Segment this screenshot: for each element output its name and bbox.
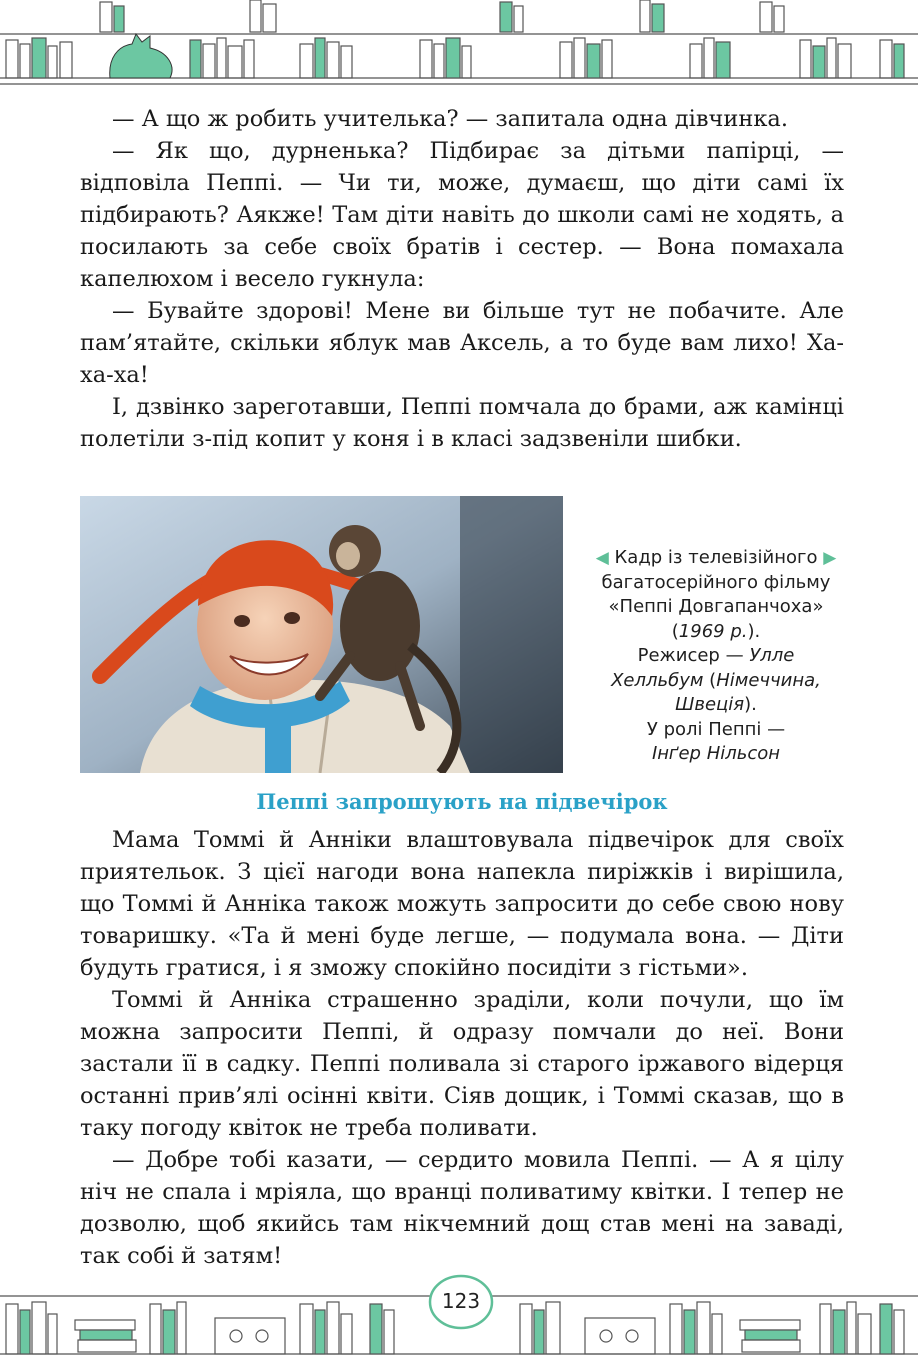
photo-caption: ◀ Кадр із телевізійного ▶ багатосерійного фільму «Пеппі Довгапанчоха» (1969 р.). Режисер — Улле Хелльбум (Німеччина, Швеція). У ролі Пеппі — Інґер Нільсон xyxy=(572,546,860,767)
story-text-top xyxy=(80,103,844,455)
bookshelf-border-top xyxy=(0,0,918,88)
paragraph: — А що ж робить учителька? — запитала одна дівчинка. xyxy=(112,106,788,132)
caption-actress: Інґер Нільсон xyxy=(651,743,781,764)
paragraph: І, дзвінко зареготавши, Пеппі помчала до брами, аж камінці полетіли з-під копит у коня і в класі задзвеніли шибки. xyxy=(80,394,844,452)
caption-director-label: Режисер — xyxy=(637,645,744,666)
film-still-photo xyxy=(80,496,563,773)
caption-role: У ролі Пеппі — xyxy=(646,718,786,740)
caption-country: Швеція xyxy=(675,694,745,715)
caption-director-name: Улле xyxy=(749,645,795,666)
caption-line: багатосерійного фільму xyxy=(601,571,831,593)
paragraph: — Як що, дурненька? Підбирає за дітьми папірці, — відповіла Пеппі. — Чи ти, може, думаєш, що діти самі їх підбирають? Аякже! Там діти навіть до школи самі не ходять, а посилають за себе своїх братів і сестер. — Вона помахала капелюхом і весело гукнула: xyxy=(80,138,844,292)
story-text-bottom xyxy=(80,824,844,1272)
caption-line: Кадр із телевізійного xyxy=(614,547,818,568)
paragraph: Томмі й Анніка страшенно зраділи, коли почули, що їм можна запросити Пеппі, й одразу помчали до неї. Вони застали її в садку. Пеппі поливала зі старого іржавого відерця останні прив’ялі осінні квіти. Сіяв дощик, і Томмі сказав, що в таку погоду квіток не треба поливати. xyxy=(80,987,844,1141)
section-title: Пеппі запрошують на підвечірок xyxy=(256,789,668,814)
arrow-right-icon: ▶ xyxy=(823,548,837,568)
page-number: 123 xyxy=(441,1289,481,1313)
caption-line: «Пеппі Довгапанчоха» xyxy=(608,596,824,617)
page-number-badge xyxy=(427,1270,495,1330)
paragraph: Мама Томмі й Анніки влаштовувала підвечірок для своїх приятельок. З цієї нагоди вона напекла пиріжків і вирішила, що Томмі й Анніка також можуть запросити до себе свою нову товаришку. «Та й мені буде легше, — подумала вона. — Діти будуть гратися, і я зможу спокійно посидіти з гістьми». xyxy=(80,827,844,981)
paragraph: — Добре тобі казати, — сердито мовила Пеппі. — А я цілу ніч не спала і мріяла, що вранці поливатиму квітки. І тепер не дозволю, щоб якийсь там нікчемний дощ став мені на заваді, так собі й затям! xyxy=(80,1147,844,1269)
caption-year: 1969 р. xyxy=(678,620,748,642)
caption-country: Німеччина, xyxy=(716,669,821,691)
arrow-left-icon: ◀ xyxy=(595,548,609,568)
caption-director-surname: Хелльбум xyxy=(611,669,704,691)
paragraph: — Бувайте здорові! Мене ви більше тут не побачите. Але пам’ятайте, скільки яблук мав Аксель, а то буде вам лихо! Ха-ха-ха! xyxy=(80,298,844,388)
